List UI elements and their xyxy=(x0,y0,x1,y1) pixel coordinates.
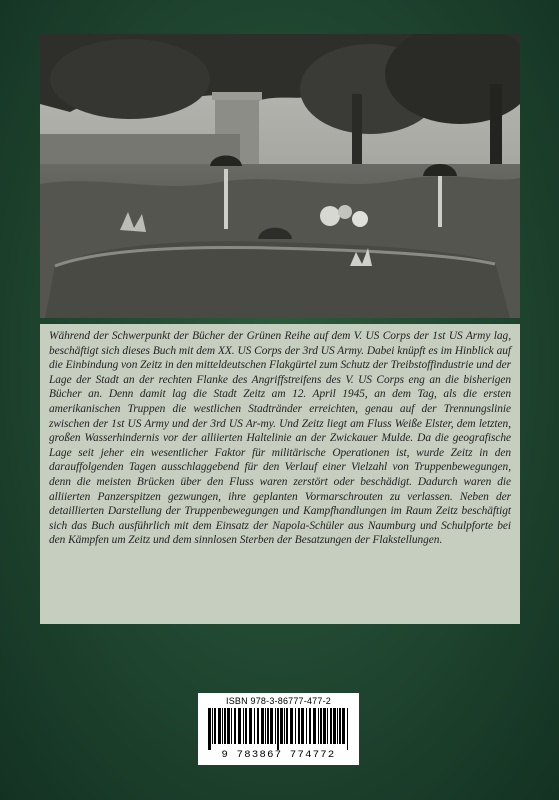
barcode-bar xyxy=(227,708,230,744)
barcode-bar xyxy=(224,708,226,744)
barcode-bar xyxy=(327,708,328,744)
barcode-bar xyxy=(277,708,279,750)
barcode-bar xyxy=(286,708,288,744)
isbn-label: ISBN 978-3-86777-477-2 xyxy=(226,696,331,706)
barcode-bar xyxy=(342,708,345,744)
barcode-bar xyxy=(231,708,232,744)
blurb-panel xyxy=(40,324,520,624)
barcode-bar xyxy=(245,708,247,744)
barcode-bar xyxy=(295,708,296,744)
barcode-bar xyxy=(265,708,266,744)
barcode-bar xyxy=(234,708,236,744)
barcode-bar xyxy=(243,708,244,744)
barcode-bar xyxy=(270,708,273,744)
barcode-bar xyxy=(249,708,252,744)
cover-photo xyxy=(40,34,520,318)
barcode-bar xyxy=(254,708,255,744)
barcode-bar xyxy=(290,708,293,744)
barcode-bar xyxy=(298,708,300,744)
barcode-bar xyxy=(337,708,338,744)
barcode-bar xyxy=(313,708,316,744)
barcode-bar xyxy=(330,708,332,744)
barcode-bar xyxy=(261,708,264,744)
barcode-bar xyxy=(212,708,213,744)
barcode-bar xyxy=(333,708,336,744)
barcode-bar xyxy=(347,708,348,750)
barcode-bar xyxy=(208,708,211,750)
barcode-bar xyxy=(339,708,341,744)
barcode-bar xyxy=(257,708,259,744)
barcode-icon xyxy=(206,708,351,750)
blurb-text: Während der Schwerpunkt der Bücher der Grünen Reihe auf dem V. US Corps der 1st US Army lag, beschäftigt sich dieses Buch mit dem XX. US Corps der 3rd US Army. Dabei knüpft es im Hinblick auf die Einbindung von Zeitz in den mitteldeutschen Flakgürtel zum Schutz der Treibstoffindustrie und der Lage der Stadt an der rechten Flanke des Angriffstreifens des V. US Corps eng an die bisherigen Bücher an. Denn damit lag die Stadt Zeitz am 12. April 1945, an dem Tag, als die ersten amerikanischen Truppen die westlichen Stadtränder erreichten, genau auf der Trennungslinie zwischen der 1st US Army und der 3rd US Ar-my. Und Zeitz liegt am Fluss Weiße Elster, dem letzten, großen Wasserhindernis vor der alliierten Haltelinie an der Zwickauer Mulde. Da die geografische Lage seit jeher ein wesentlicher Faktor für militärische Operationen ist, wurde Zeitz in den darauffolgenden Tagen ausschlaggebend für den Verlauf einer Vielzahl von Truppenbewegungen, denn die meisten Brücken über den Fluss waren zerstört oder beschädigt. Dadurch waren die alliierten Panzerspitzen gezwungen, ihre geplanten Vormarschrouten zu verlassen. Neben der detaillierten Darstellung der Truppenbewegungen und Kampfhandlungen im Raum Zeitz beschäftigt sich das Buch ausführlich mit dem Einsatz der Napola-Schüler aus Naumburg und Schulpforte bei den Kämpfen um Zeitz und dem sinnlosen Sterben der Besatzungen der Flakstellungen. xyxy=(49,330,511,547)
barcode-bar xyxy=(275,708,276,744)
barcode-bar xyxy=(301,708,304,744)
barcode-bar xyxy=(306,708,307,744)
barcode-bar xyxy=(323,708,326,744)
barcode-bar xyxy=(222,708,223,744)
barcode-bar xyxy=(318,708,319,744)
barcode-label xyxy=(198,693,359,765)
barcode-bar xyxy=(309,708,311,744)
barcode-bar xyxy=(238,708,241,744)
barcode-bar xyxy=(267,708,269,744)
barcode-bar xyxy=(284,708,285,744)
barcode-bar xyxy=(218,708,221,744)
barcode-bar xyxy=(280,708,283,744)
barcode-bar xyxy=(320,708,322,744)
barcode-bar xyxy=(214,708,216,744)
ean-digits: 9 783867 774772 xyxy=(221,749,336,761)
